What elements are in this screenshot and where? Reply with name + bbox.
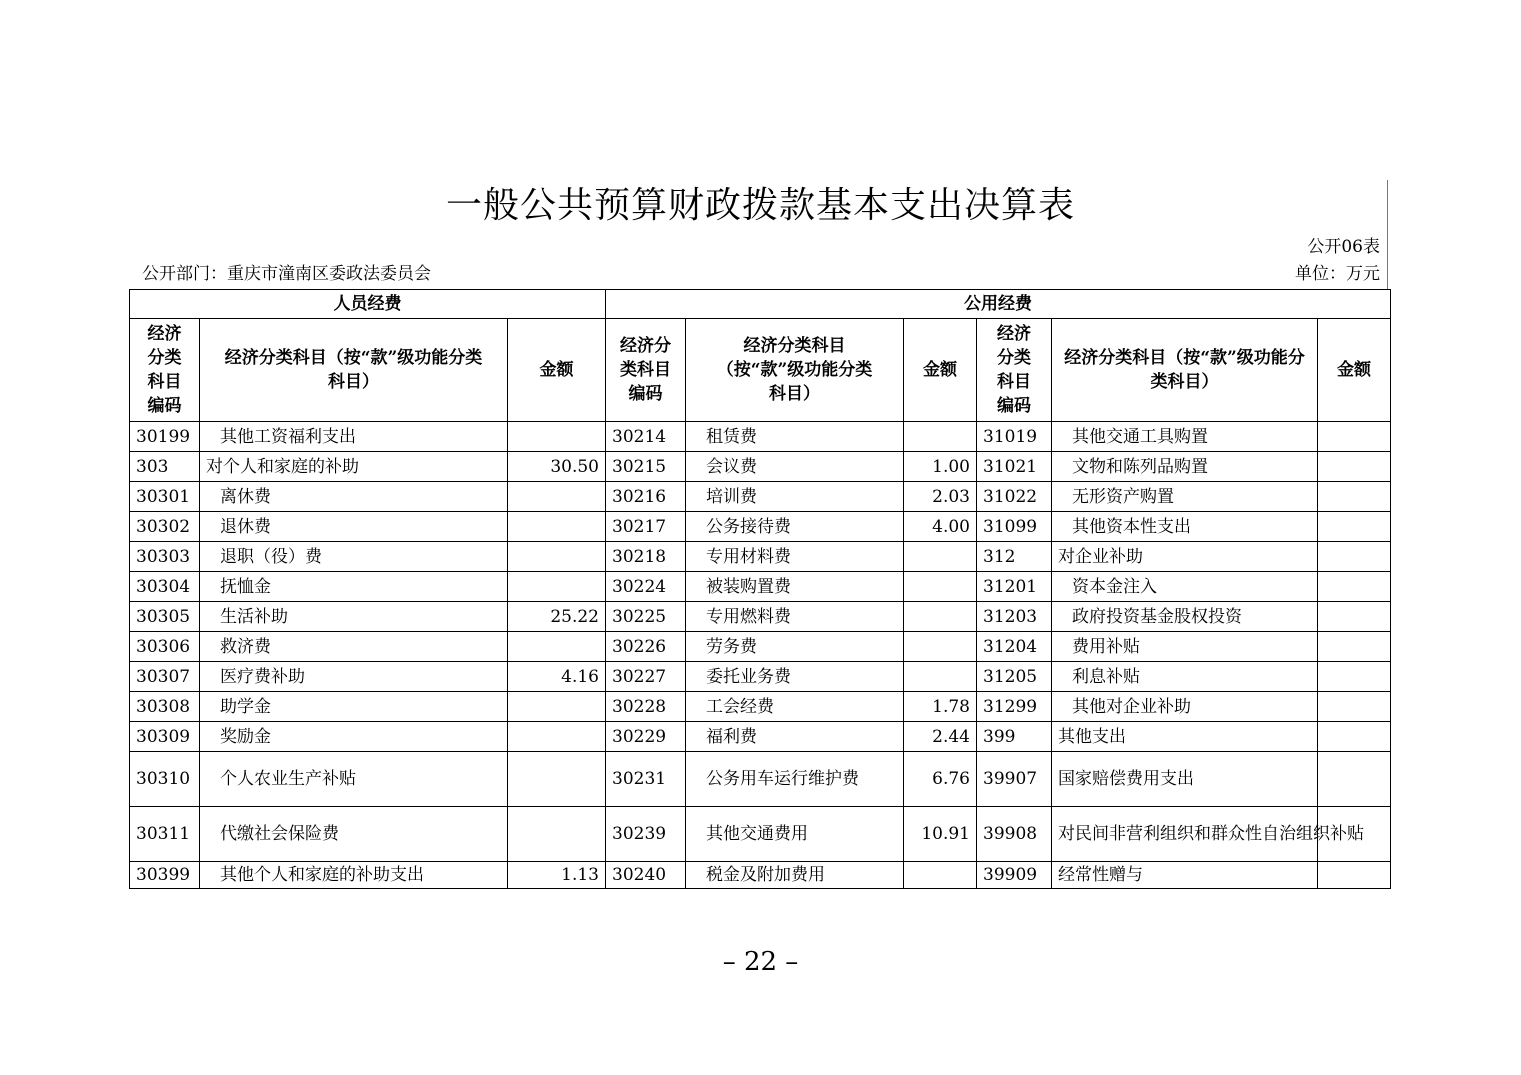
public-amount-cell: 2.44 [904,722,977,752]
personnel-amount-cell [508,572,606,602]
personnel-amount-cell [508,752,606,807]
public-amount-cell: 1.78 [904,692,977,722]
personnel-code-cell: 30308 [130,692,200,722]
personnel-amount-cell [508,512,606,542]
capital-code-cell: 31201 [977,572,1052,602]
capital-amount-cell [1318,662,1391,692]
personnel-name-cell: 其他工资福利支出 [200,422,508,452]
capital-code-cell: 31021 [977,452,1052,482]
header-capital-amount: 金额 [1318,319,1391,422]
header-capital-name: 经济分类科目（按“款”级功能分类科目） [1052,319,1318,422]
column-header-row [130,319,1391,422]
public-name-cell: 委托业务费 [686,662,904,692]
capital-amount-cell [1318,692,1391,722]
table-row [130,542,1391,572]
personnel-amount-cell: 1.13 [508,862,606,889]
public-code-cell: 30214 [606,422,686,452]
personnel-name-cell: 离休费 [200,482,508,512]
personnel-name-cell: 退休费 [200,512,508,542]
personnel-amount-cell [508,807,606,862]
public-code-cell: 30227 [606,662,686,692]
personnel-amount-cell [508,722,606,752]
personnel-name-cell: 其他个人和家庭的补助支出 [200,862,508,889]
public-amount-cell [904,422,977,452]
public-code-cell: 30231 [606,752,686,807]
personnel-name-cell: 助学金 [200,692,508,722]
capital-code-cell: 31203 [977,602,1052,632]
public-amount-cell: 6.76 [904,752,977,807]
public-amount-cell [904,862,977,889]
capital-amount-cell [1318,482,1391,512]
group-header-row [130,290,1391,319]
capital-name-cell: 其他支出 [1052,722,1318,752]
personnel-amount-cell [508,482,606,512]
public-code-cell: 30240 [606,862,686,889]
table-row [130,602,1391,632]
public-amount-cell: 2.03 [904,482,977,512]
capital-code-cell: 31204 [977,632,1052,662]
capital-name-cell: 国家赔偿费用支出 [1052,752,1318,807]
capital-code-cell: 31299 [977,692,1052,722]
capital-code-cell: 39909 [977,862,1052,889]
personnel-code-cell: 30399 [130,862,200,889]
header-personnel-name: 经济分类科目（按“款”级功能分类科目） [200,319,508,422]
personnel-amount-cell: 30.50 [508,452,606,482]
public-name-cell: 专用材料费 [686,542,904,572]
personnel-code-cell: 30310 [130,752,200,807]
capital-amount-cell [1318,422,1391,452]
public-amount-cell [904,632,977,662]
public-name-cell: 福利费 [686,722,904,752]
capital-code-cell: 39908 [977,807,1052,862]
personnel-amount-cell [508,692,606,722]
personnel-amount-cell: 25.22 [508,602,606,632]
table-row [130,452,1391,482]
capital-amount-cell [1318,862,1391,889]
capital-name-cell: 政府投资基金股权投资 [1052,602,1318,632]
public-amount-cell [904,662,977,692]
capital-name-cell: 资本金注入 [1052,572,1318,602]
personnel-name-cell: 生活补助 [200,602,508,632]
capital-name-cell: 对民间非营利组织和群众性自治组织补贴 [1052,807,1318,862]
capital-amount-cell [1318,752,1391,807]
capital-amount-cell [1318,542,1391,572]
capital-code-cell: 399 [977,722,1052,752]
public-name-cell: 会议费 [686,452,904,482]
public-amount-cell [904,542,977,572]
capital-name-cell: 文物和陈列品购置 [1052,452,1318,482]
group-header-personnel: 人员经费 [130,290,606,319]
table-row [130,752,1391,807]
public-code-cell: 30239 [606,807,686,862]
personnel-code-cell: 30304 [130,572,200,602]
table-row [130,692,1391,722]
capital-name-cell: 其他资本性支出 [1052,512,1318,542]
personnel-amount-cell [508,422,606,452]
table-row [130,862,1391,889]
capital-name-cell: 经常性赠与 [1052,862,1318,889]
capital-name-cell: 对企业补助 [1052,542,1318,572]
public-name-cell: 公务用车运行维护费 [686,752,904,807]
header-public-code: 经济分类科目编码 [606,319,686,422]
personnel-code-cell: 30311 [130,807,200,862]
expenditure-table [129,289,1391,889]
capital-amount-cell [1318,632,1391,662]
public-code-cell: 30225 [606,602,686,632]
public-name-cell: 公务接待费 [686,512,904,542]
personnel-amount-cell [508,632,606,662]
header-public-name: 经济分类科目（按“款”级功能分类科目） [686,319,904,422]
public-name-cell: 劳务费 [686,632,904,662]
table-number: 公开06表 [1307,237,1380,257]
table-row [130,512,1391,542]
public-code-cell: 30228 [606,692,686,722]
capital-code-cell: 31099 [977,512,1052,542]
table-row [130,632,1391,662]
public-name-cell: 工会经费 [686,692,904,722]
personnel-name-cell: 抚恤金 [200,572,508,602]
personnel-name-cell: 代缴社会保险费 [200,807,508,862]
capital-code-cell: 31205 [977,662,1052,692]
public-code-cell: 30229 [606,722,686,752]
personnel-code-cell: 30305 [130,602,200,632]
public-amount-cell: 10.91 [904,807,977,862]
public-code-cell: 30215 [606,452,686,482]
capital-code-cell: 31019 [977,422,1052,452]
public-name-cell: 其他交通费用 [686,807,904,862]
table-row [130,662,1391,692]
public-code-cell: 30217 [606,512,686,542]
capital-name-cell: 费用补贴 [1052,632,1318,662]
capital-amount-cell [1318,452,1391,482]
header-personnel-code: 经济分类科目编码 [130,319,200,422]
page-number: – 22 – [722,947,799,977]
personnel-code-cell: 30199 [130,422,200,452]
personnel-code-cell: 30307 [130,662,200,692]
public-name-cell: 专用燃料费 [686,602,904,632]
table-row [130,807,1391,862]
personnel-name-cell: 救济费 [200,632,508,662]
capital-code-cell: 39907 [977,752,1052,807]
public-amount-cell [904,572,977,602]
personnel-code-cell: 30301 [130,482,200,512]
group-header-public: 公用经费 [606,290,1391,319]
capital-name-cell: 其他对企业补助 [1052,692,1318,722]
unit-label: 单位：万元 [1295,264,1380,284]
public-name-cell: 税金及附加费用 [686,862,904,889]
public-amount-cell: 1.00 [904,452,977,482]
table-row [130,422,1391,452]
capital-amount-cell [1318,572,1391,602]
table-row [130,722,1391,752]
personnel-name-cell: 个人农业生产补贴 [200,752,508,807]
public-name-cell: 培训费 [686,482,904,512]
capital-code-cell: 31022 [977,482,1052,512]
capital-name-cell: 其他交通工具购置 [1052,422,1318,452]
header-capital-code: 经济分类科目编码 [977,319,1052,422]
table-row [130,482,1391,512]
capital-name-cell: 无形资产购置 [1052,482,1318,512]
personnel-name-cell: 退职（役）费 [200,542,508,572]
capital-amount-cell [1318,512,1391,542]
capital-name-cell: 利息补贴 [1052,662,1318,692]
public-code-cell: 30224 [606,572,686,602]
document-title: 一般公共预算财政拨款基本支出决算表 [445,185,1075,226]
header-personnel-amount: 金额 [508,319,606,422]
public-code-cell: 30218 [606,542,686,572]
personnel-code-cell: 30302 [130,512,200,542]
public-code-cell: 30216 [606,482,686,512]
public-name-cell: 租赁费 [686,422,904,452]
personnel-code-cell: 30309 [130,722,200,752]
personnel-name-cell: 医疗费补助 [200,662,508,692]
personnel-amount-cell [508,542,606,572]
personnel-code-cell: 303 [130,452,200,482]
public-amount-cell: 4.00 [904,512,977,542]
header-public-amount: 金额 [904,319,977,422]
public-amount-cell [904,602,977,632]
capital-amount-cell [1318,722,1391,752]
capital-code-cell: 312 [977,542,1052,572]
public-code-cell: 30226 [606,632,686,662]
personnel-amount-cell: 4.16 [508,662,606,692]
personnel-name-cell: 奖励金 [200,722,508,752]
personnel-code-cell: 30306 [130,632,200,662]
personnel-name-cell: 对个人和家庭的补助 [200,452,508,482]
table-row [130,572,1391,602]
department-label: 公开部门：重庆市潼南区委政法委员会 [142,264,431,284]
personnel-code-cell: 30303 [130,542,200,572]
capital-amount-cell [1318,602,1391,632]
public-name-cell: 被装购置费 [686,572,904,602]
